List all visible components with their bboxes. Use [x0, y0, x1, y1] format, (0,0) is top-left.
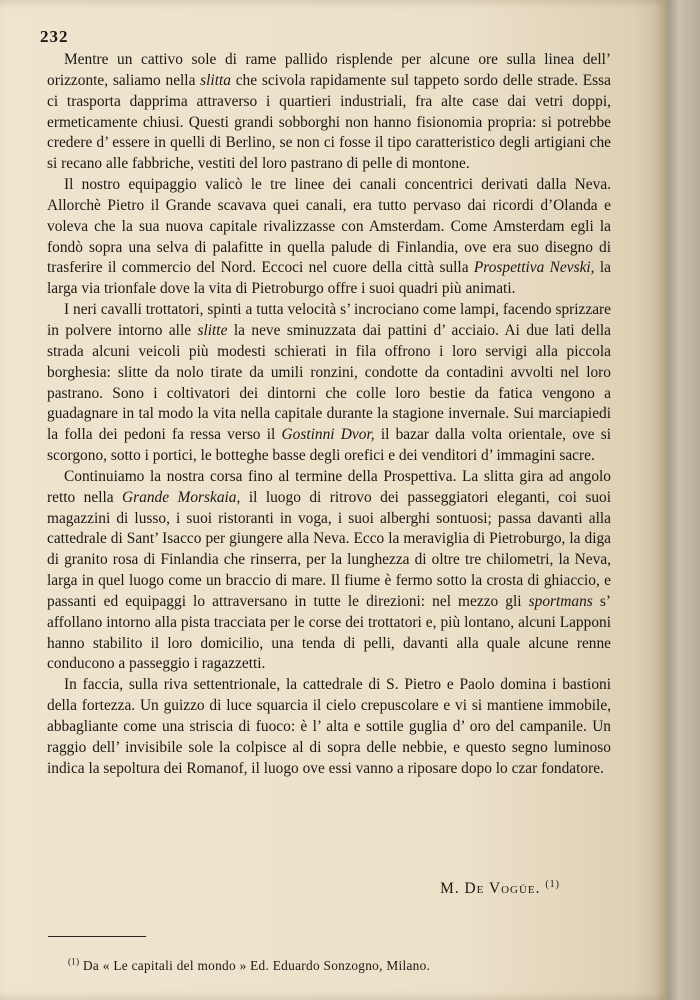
italic-term: sportmans: [528, 592, 593, 610]
footnote-reference: (1): [545, 878, 560, 890]
italic-term: Gostinni Dvor,: [281, 426, 375, 444]
paragraph-5: [47, 675, 611, 779]
text-run: s’ affollano intorno alla pista tracciata per le corse dei trottatori e, più lontano, alcuni Lapponi hanno stabilito il loro domicilio, una tenda di pelli, davanti alla quale alcune renne conducono a passeggio i ragazzetti.: [47, 592, 611, 673]
paragraph-4: [47, 467, 611, 675]
italic-term: slitta: [200, 71, 231, 89]
footnote: [68, 958, 430, 974]
italic-term: slitte: [197, 321, 228, 339]
footnote-mark: (1): [68, 956, 80, 967]
text-run: la larga via trionfale dove la vita di Pietroburgo offre i suoi quadri più animati.: [47, 259, 612, 298]
text-run: la neve sminuzzata dai pattini d’ acciaio. Ai due lati della strada alcuni veicoli più modesti schierati in fila offrono i loro servigi alla piccola borghesia: slitte da nolo tirate da umili ronzini, condotte da contadini avvolti nel loro pastrano. Sono i coltivatori dei dintorni che colle loro bestie da fatica vengono a guadagnare in tal modo la vita nella capitale durante la stagione invernale. Sui marciapiedi la folla dei pedoni fa ressa verso il: [47, 321, 611, 444]
next-page-edge: [668, 0, 700, 1000]
text-run: I neri cavalli trottatori, spinti a tutta velocità s’ incrociano come lampi, facendo sprizzare in polvere intorno alle: [47, 301, 611, 339]
text-run: In faccia, sulla riva settentrionale, la cattedrale di S. Pietro e Paolo domina i bastioni della fortezza. Un guizzo di luce squarcia il cielo crepuscolare e vi si mantiene immobile, abbagliante come una striscia di fuoco: è l’ alta e sottile guglia d’ oro del campanile. Un raggio dell’ invisibile sole la colpisce al di sopra delle nebbie, e questo segno luminoso indica la sepoltura dei Romanof, il luogo ove essi vanno a riposare dopo lo czar fondatore.: [47, 676, 611, 777]
italic-term: Grande Morskaia,: [122, 488, 241, 506]
footnote-text: Da « Le capitali del mondo » Ed. Eduardo Sonzogno, Milano.: [83, 958, 431, 973]
text-run: il bazar dalla volta orientale, ove si scorgono, sotto i portici, le botteghe basse degli orefici e dei venditori d’ immagini sacre.: [47, 426, 611, 465]
author-signature: [440, 880, 560, 898]
body-text: [47, 50, 611, 780]
text-run: il luogo di ritrovo dei passeggiatori eleganti, coi suoi magazzini di lusso, i suoi ristoranti in voga, i suoi alberghi sontuosi; passa davanti alla cattedrale di Sant’ Isacco per giungere alla Neva. Ecco la meraviglia di Pietroburgo, la diga di granito rosa di Finlandia che rinserra, per la lunghezza di oltre tre chilometri, la Neva, larga in quel luogo come un braccio di mare. Il fiume è fermo sotto la crosta di ghiaccio, e passanti ed equipaggi lo attraversano in tutte le direzioni: nel mezzo gli: [47, 488, 611, 610]
author-initial: M.: [440, 880, 465, 897]
paragraph-2: [47, 175, 611, 300]
paragraph-1: [47, 50, 611, 175]
italic-term: Prospettiva Nevski,: [473, 259, 595, 277]
text-run: Il nostro equipaggio valicò le tre linee dei canali concentrici derivati dalla Neva. Allorchè Pietro il Grande scavava quei canali, era tutto pervaso dai ricordi d’Olanda e voleva che la sua nuova capitale rivalizzasse con Amsterdam. Come Amsterdam egli la fondò sopra una selva di palafitte in quella palude di Finlandia, ove era suo disegno di trasferire il commercio del Nord. Eccoci nel cuore della città sulla: [47, 176, 611, 277]
text-run: che scivola rapidamente sul tappeto sordo delle strade. Essa ci trasporta dapprima attraverso i quartieri industriali, fra alte case dai vetri doppi, ermeticamente chiusi. Questi grandi sobborghi non hanno fisionomia propria: si potrebbe credere d’ essere in quelli di Berlino, se non ci fosse il tipo caratteristico degli artigiani che si recano alle fabbriche, vestiti del loro pastrano di pelle di montone.: [47, 71, 611, 173]
page-number: 232: [40, 27, 69, 46]
footnote-divider: [48, 936, 146, 937]
author-surname: De Vogüe.: [464, 880, 541, 897]
paragraph-3: [47, 300, 611, 467]
text-run: Continuiamo la nostra corsa fino al termine della Prospettiva. La slitta gira ad angolo retto nella: [47, 467, 611, 506]
text-run: Mentre un cattivo sole di rame pallido risplende per alcune ore sulla linea dell’ orizzonte, saliamo nella: [47, 51, 611, 89]
